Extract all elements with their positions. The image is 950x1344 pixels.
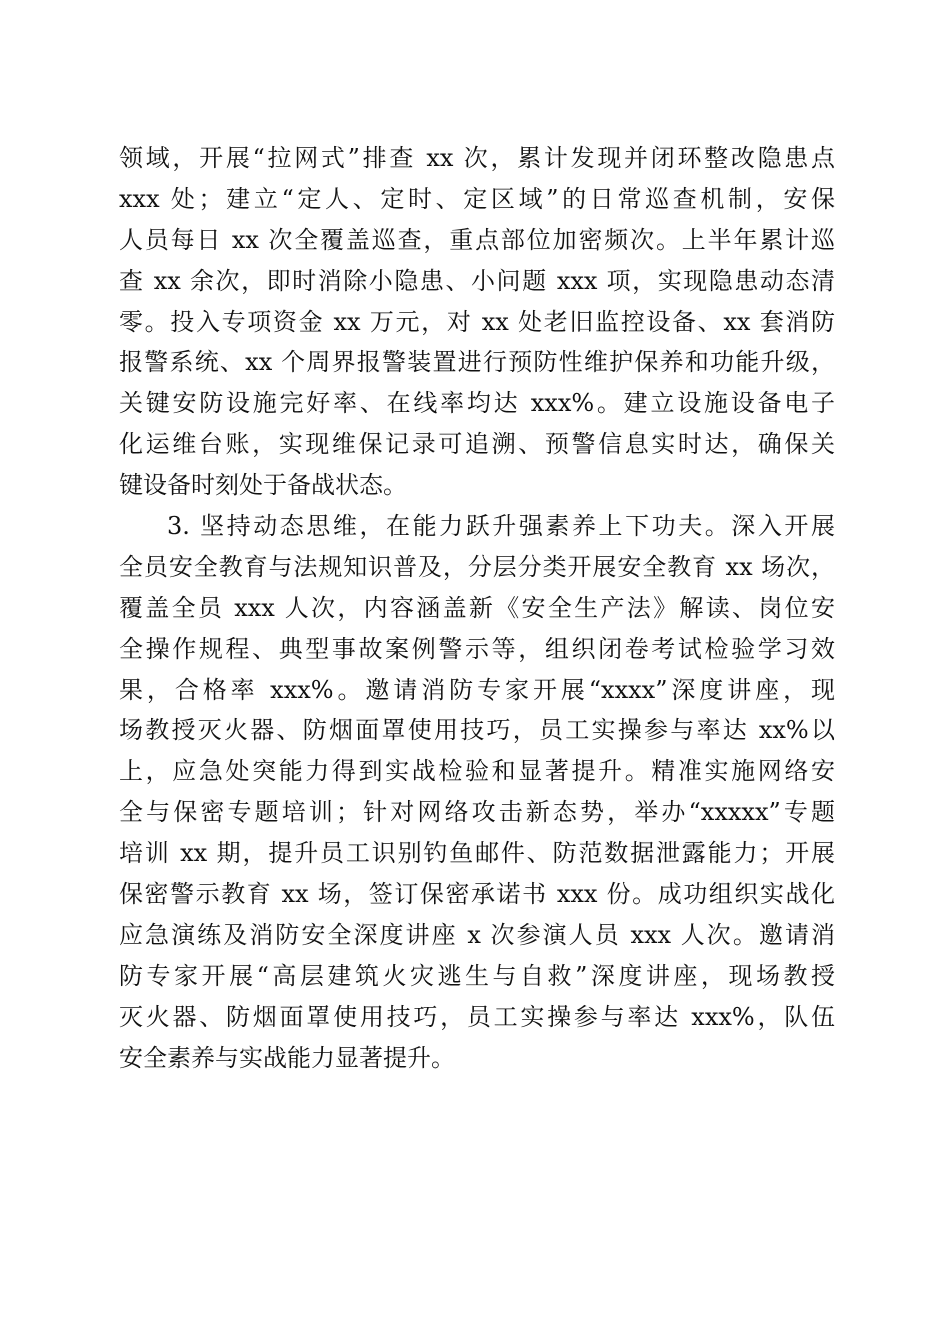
text-line: 全员安全教育与法规知识普及，分层分类开展安全教育 xx 场次，: [119, 552, 835, 581]
text-line: 保密警示教育 xx 场，签订保密承诺书 xxx 份。成功组织实战化: [119, 880, 835, 909]
text-line: 关键安防设施完好率、在线率均达 xxx%。建立设施设备电子: [119, 389, 835, 418]
text-line: 场教授灭火器、防烟面罩使用技巧，员工实操参与率达 xx%以: [119, 716, 835, 745]
text-line: 灭火器、防烟面罩使用技巧，员工实操参与率达 xxx%，队伍: [119, 1002, 835, 1031]
text-line: 查 xx 余次，即时消除小隐患、小问题 xxx 项，实现隐患动态清: [119, 266, 835, 295]
text-line: 领域，开展“拉网式”排查 xx 次，累计发现并闭环整改隐患点: [119, 144, 835, 172]
text-line: 防专家开展“高层建筑火灾逃生与自救”深度讲座，现场教授: [119, 961, 835, 990]
text-line: 全操作规程、典型事故案例警示等，组织闭卷考试检验学习效: [119, 634, 835, 663]
text-line: 化运维台账，实现维保记录可追溯、预警信息实时达，确保关: [119, 430, 835, 459]
text-line: 安全素养与实战能力显著提升。: [119, 1043, 455, 1072]
text-line: 全与保密专题培训；针对网络攻击新态势，举办“xxxxx”专题: [119, 798, 835, 827]
text-line: 覆盖全员 xxx 人次，内容涵盖新《安全生产法》解读、岗位安: [119, 593, 835, 622]
text-line: 零。投入专项资金 xx 万元，对 xx 处老旧监控设备、xx 套消防: [119, 307, 835, 336]
body-text: [119, 138, 835, 1078]
text-line: 培训 xx 期，提升员工识别钓鱼邮件、防范数据泄露能力；开展: [119, 839, 835, 868]
text-line: 3. 坚持动态思维，在能力跃升强素养上下功夫。深入开展: [167, 512, 835, 541]
text-line: 果，合格率 xxx%。邀请消防专家开展“xxxx”深度讲座，现: [119, 675, 835, 704]
paragraph-2: [119, 506, 835, 1078]
text-line: xxx 处；建立“定人、定时、定区域”的日常巡查机制，安保: [119, 184, 835, 213]
text-line: 上，应急处突能力得到实战检验和显著提升。精准实施网络安: [119, 757, 835, 786]
paragraph-1: [119, 138, 835, 506]
text-line: 报警系统、xx 个周界报警装置进行预防性维护保养和功能升级，: [119, 348, 835, 377]
text-line: 人员每日 xx 次全覆盖巡查，重点部位加密频次。上半年累计巡: [119, 225, 835, 254]
text-line: 键设备时刻处于备战状态。: [119, 471, 407, 500]
text-line: 应急演练及消防安全深度讲座 x 次参演人员 xxx 人次。邀请消: [119, 920, 835, 949]
